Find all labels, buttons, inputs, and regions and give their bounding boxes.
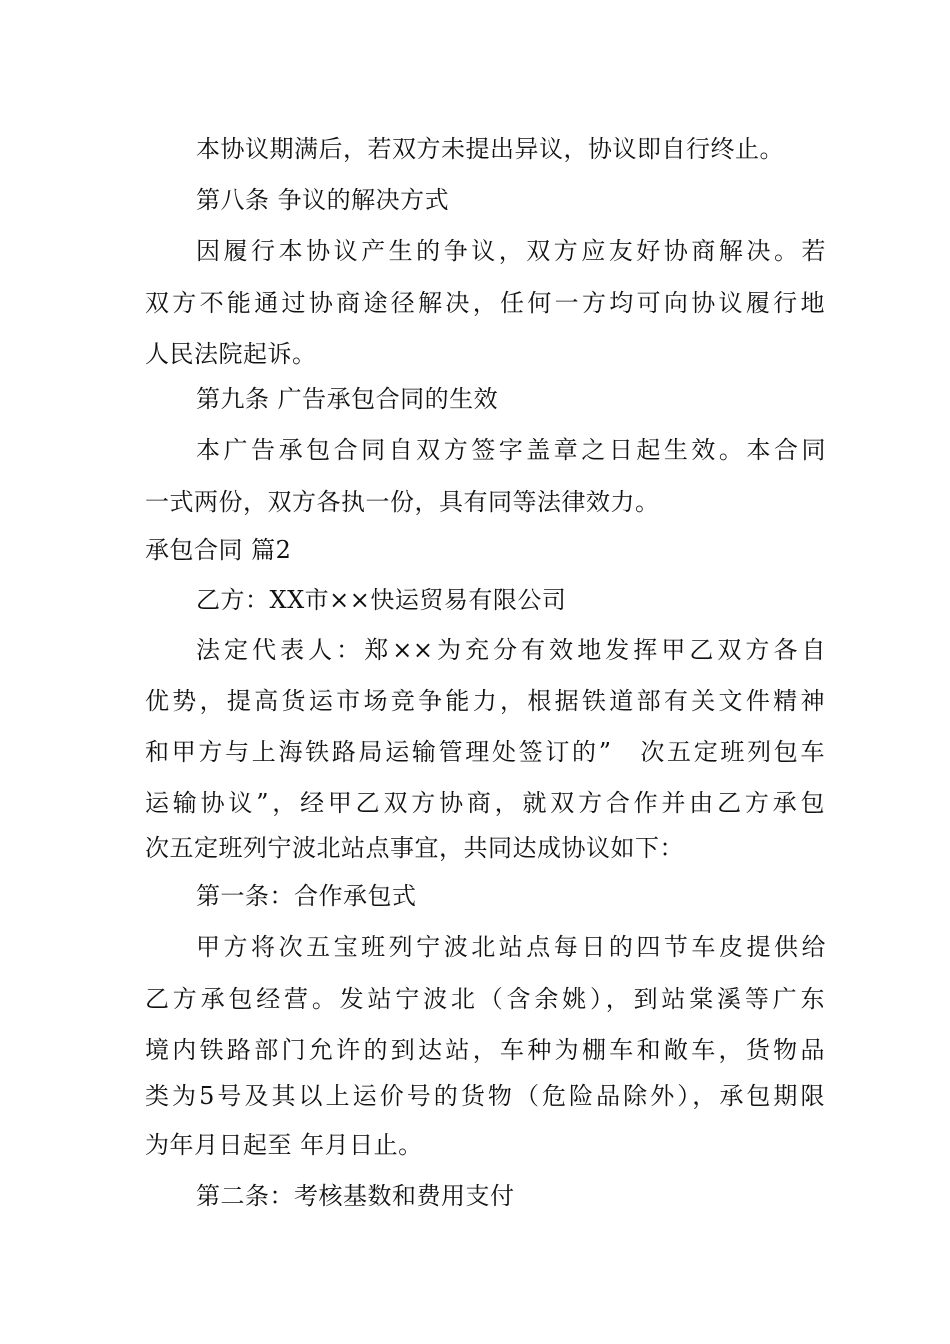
paragraph-line: 境内铁路部门允许的到达站，车种为棚车和敞车，货物品: [145, 1036, 825, 1064]
paragraph-line: 乙方承包经营。发站宁波北（含余姚），到站棠溪等广东: [145, 985, 825, 1013]
paragraph-line: 一式两份，双方各执一份，具有同等法律效力。: [145, 488, 660, 516]
article-heading: 第八条 争议的解决方式: [196, 186, 450, 214]
article-heading: 第一条：合作承包式: [196, 882, 417, 910]
party-line: 乙方：XX市××快运贸易有限公司: [196, 586, 567, 614]
section-heading: 承包合同 篇2: [145, 536, 292, 564]
paragraph-line: 优势，提高货运市场竞争能力，根据铁道部有关文件精神: [145, 687, 825, 715]
paragraph-line: 为年月日起至 年月日止。: [145, 1131, 423, 1159]
paragraph-line: 次五定班列宁波北站点事宜，共同达成协议如下：: [145, 834, 684, 862]
paragraph-line: 本广告承包合同自双方签字盖章之日起生效。本合同: [196, 436, 826, 464]
paragraph-line: 类为5号及其以上运价号的货物（危险品除外），承包期限: [145, 1082, 825, 1110]
paragraph-line: 因履行本协议产生的争议，双方应友好协商解决。若: [196, 237, 826, 265]
paragraph-line: 人民法院起诉。: [145, 340, 317, 368]
paragraph-line: 运输协议”，经甲乙双方协商，就双方合作并由乙方承包: [145, 789, 825, 817]
article-heading: 第二条：考核基数和费用支付: [196, 1182, 515, 1210]
paragraph-line: 本协议期满后，若双方未提出异议，协议即自行终止。: [196, 135, 784, 163]
article-heading: 第九条 广告承包合同的生效: [196, 385, 499, 413]
paragraph-line: 法定代表人：郑××为充分有效地发挥甲乙双方各自: [196, 636, 826, 664]
paragraph-line: 双方不能通过协商途径解决，任何一方均可向协议履行地: [145, 289, 825, 317]
paragraph-line: 甲方将次五宝班列宁波北站点每日的四节车皮提供给: [196, 933, 826, 961]
paragraph-line: 和甲方与上海铁路局运输管理处签订的” 次五定班列包车: [145, 738, 825, 766]
